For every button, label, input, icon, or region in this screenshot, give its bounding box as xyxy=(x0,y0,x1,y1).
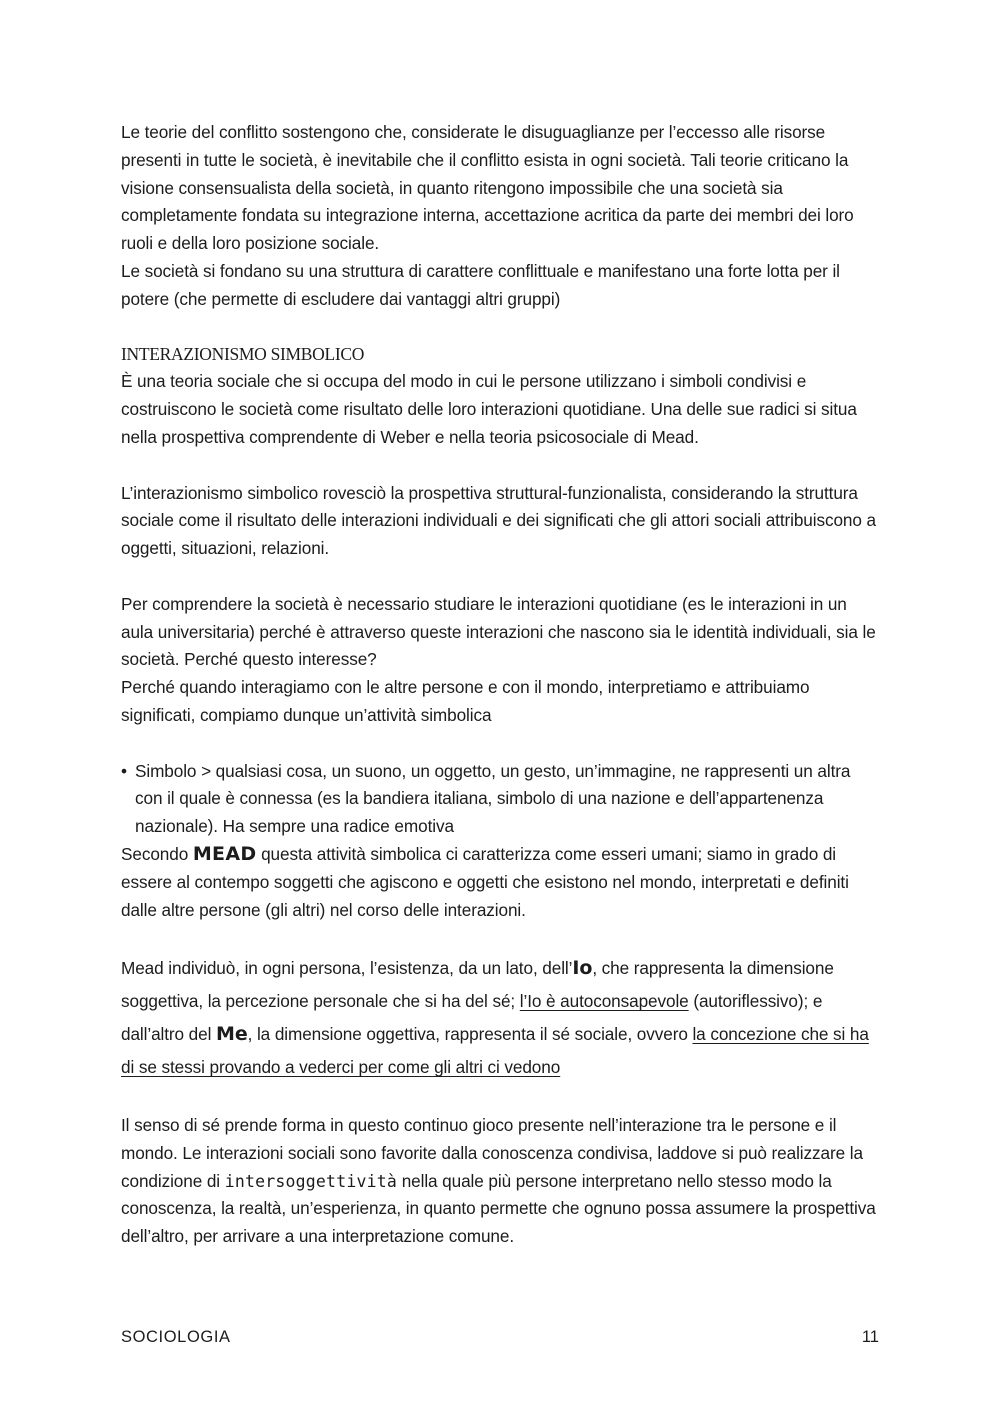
paragraph-symbolic-activity: Perché quando interagiamo con le altre persone e con il mondo, interpretiamo e attribuiamo significati, compiamo dunque un’attività simbolica xyxy=(121,677,810,725)
text-fragment: Il senso di sé prende forma in questo continuo gioco presente nell’interazione tra le persone e il mondo. Le interazioni sociali sono favorite dalla conoscenza condivisa, laddove si può realizzare la condizione di xyxy=(121,1114,863,1191)
bullet-list xyxy=(121,758,881,841)
paragraph-io-me xyxy=(121,952,881,1084)
spacer xyxy=(121,452,881,480)
text-fragment: Secondo xyxy=(121,843,189,864)
mead-emphasis: MEAD xyxy=(192,842,257,865)
underlined-phrase-io: l’Io è autoconsapevole xyxy=(519,991,689,1012)
me-emphasis: Me xyxy=(216,1023,248,1046)
paragraph-overturn-perspective: L’interazionismo simbolico rovesciò la prospettiva struttural-funzionalista, considerando la struttura sociale come il risultato delle interazioni individuali e dei significati che gli attori sociali attribuiscono a oggetti, situazioni, relazioni. xyxy=(121,482,876,559)
text-fragment: , che rappresenta la dimensione soggettiva, la percezione personale che si ha del sé; xyxy=(121,958,834,1012)
spacer xyxy=(121,314,881,342)
spacer xyxy=(121,730,881,758)
spacer xyxy=(121,1084,881,1112)
intersubjectivity-term: intersoggettività xyxy=(224,1171,397,1191)
text-fragment: questa attività simbolica ci caratterizza come esseri umani; siamo in grado di essere al contempo soggetti che agiscono e oggetti che esistono nel mondo, interpretati e definiti dalle altre persone (gli altri) nel corso delle interazioni. xyxy=(121,843,849,920)
paragraph-symbolic-interactionism-definition: È una teoria sociale che si occupa del modo in cui le persone utilizzano i simboli condivisi e costruiscono le società come risultato delle loro interazioni quotidiane. Una delle sue radici si situa nella prospettiva comprendente di Weber e nella teoria psicosociale di Mead. xyxy=(121,371,857,447)
text-fragment: , la dimensione oggettiva, rappresenta il sé sociale, ovvero xyxy=(247,1024,688,1045)
paragraph-mead xyxy=(121,841,881,924)
paragraph-daily-interactions: Per comprendere la società è necessario studiare le interazioni quotidiane (es le interazioni in un aula universitaria) perché è attraverso queste interazioni che nascono sia le identità individuali, sia le società. Perché questo interesse? xyxy=(121,593,876,670)
list-item-symbol xyxy=(121,758,881,841)
paragraph-conflict-structure: Le società si fondano su una struttura di carattere conflittuale e manifestano una forte lotta per il potere (che permette di escludere dai vantaggi altri gruppi) xyxy=(121,260,840,309)
paragraph-conflict-theories: Le teorie del conflitto sostengono che, considerate le disuguaglianze per l’eccesso alle risorse presenti in tutte le società, è inevitabile che il conflitto esista in ogni società. Tali teorie criticano la visione consensualista della società, in quanto ritengono impossibile che una società sia completamente fondata su integrazione interna, accettazione acritica da parte dei membri dei loro ruoli e della loro posizione sociale. xyxy=(121,122,854,254)
bullet-dot-icon: • xyxy=(121,760,127,781)
underlined-phrase-me: la concezione che si ha di se stessi provando a vederci per come gli altri ci vedono xyxy=(121,1024,869,1078)
section-heading: INTERAZIONISMO SIMBOLICO xyxy=(121,344,365,365)
text-fragment: nella quale più persone interpretano nello stesso modo la conoscenza, la realtà, un’esperienza, in quanto permette che ognuno possa assumere la prospettiva dell’altro, per arrivare a una interpretazione comune. xyxy=(121,1170,876,1247)
text-fragment: (autoriflessivo); e dall’altro del xyxy=(121,991,823,1045)
spacer xyxy=(121,563,881,591)
paragraph-intersubjectivity xyxy=(121,1112,881,1251)
footer-title: SOCIOLOGIA xyxy=(121,1328,231,1346)
io-emphasis: Io xyxy=(572,957,593,980)
page-body xyxy=(121,119,881,1251)
text-fragment: Mead individuò, in ogni persona, l’esistenza, da un lato, dell’ xyxy=(121,958,573,979)
list-item-text: Simbolo > qualsiasi cosa, un suono, un oggetto, un gesto, un’immagine, ne rappresenti un altra con il quale è connessa (es la bandiera italiana, simbolo di una nazione e dell’appartenenza nazionale). Ha sempre una radice emotiva xyxy=(135,760,851,837)
spacer xyxy=(121,924,881,952)
page-number: 11 xyxy=(861,1328,879,1346)
